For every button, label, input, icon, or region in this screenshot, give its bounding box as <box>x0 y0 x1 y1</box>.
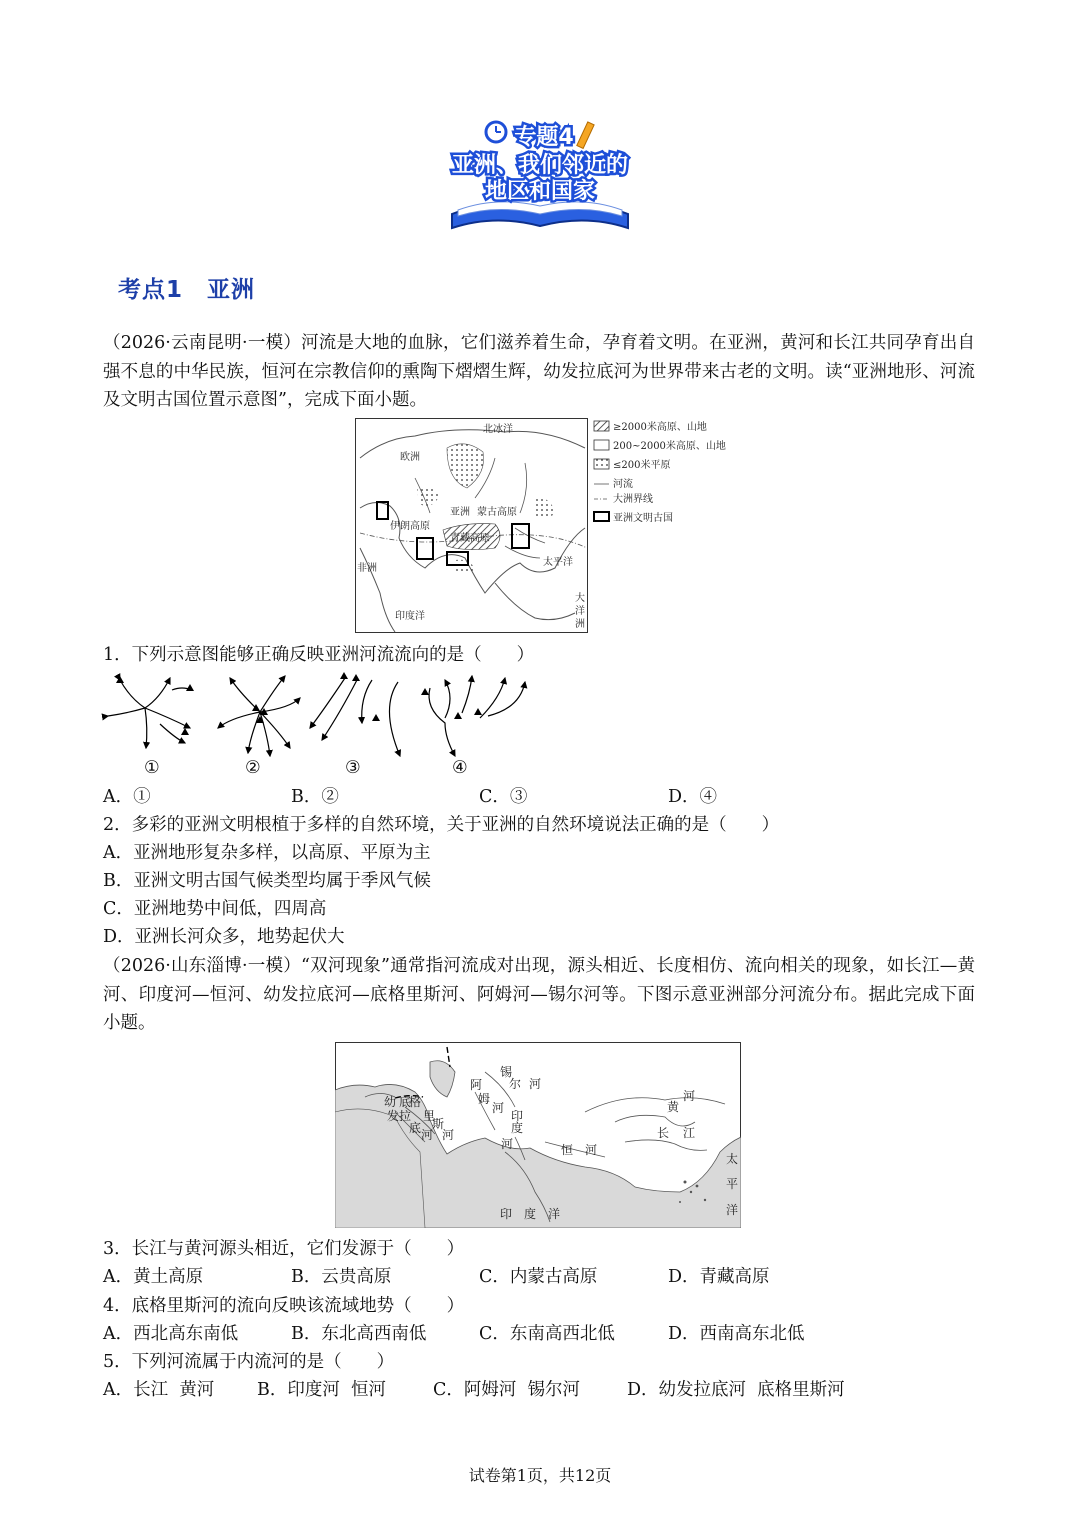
map2-tig-2: 格 <box>409 1095 422 1109</box>
map2-yellow-2: 河 <box>683 1089 696 1103</box>
q1-diagram-label-3: ③ <box>345 758 361 778</box>
q1-option-a[interactable]: A．① <box>103 787 151 807</box>
q4-option-d[interactable]: D．西南高东北低 <box>668 1324 805 1344</box>
legend-high-plateau: ≥2000米高原、山地 <box>613 422 707 433</box>
map1-label-europe: 欧洲 <box>400 452 420 463</box>
map1-label-oceania-1: 大 <box>575 593 585 604</box>
diagram-2 <box>218 676 300 756</box>
q3-option-a[interactable]: A．黄土高原 <box>103 1267 204 1287</box>
map2-indus-3: 河 <box>501 1137 514 1151</box>
map1-label-indian: 印度洋 <box>395 611 425 622</box>
map2-tig-5: 河 <box>442 1128 455 1142</box>
map2-amu-1: 阿 <box>470 1078 483 1092</box>
map2-euph-2: 发 <box>387 1109 400 1123</box>
asia-terrain-map <box>355 418 730 634</box>
map1-legend <box>594 420 726 524</box>
map2-euph-1: 幼 <box>384 1095 397 1109</box>
q3-option-b[interactable]: B．云贵高原 <box>291 1267 392 1287</box>
q2-option-c[interactable]: C．亚洲地势中间低，四周高 <box>103 899 327 919</box>
map2-ganges: 恒 河 <box>561 1143 598 1157</box>
intro-paragraph-1: （2026·云南昆明·一模）河流是大地的血脉，它们滋养着生命，孕育着文明。在亚洲，黄河和长江共同孕育出自强不息的中华民族，恒河在宗教信仰的熏陶下熠熠生辉，幼发拉底河为世界带来古老的文明。读“亚洲地形、河流及文明古国位置示意图”，完成下面小题。 <box>103 333 975 410</box>
q2-stem: 2．多彩的亚洲文明根植于多样的自然环境，关于亚洲的自然环境说法正确的是（ ） <box>103 815 780 835</box>
q5-option-a[interactable]: A．长江 黄河 <box>103 1380 215 1400</box>
q1-diagram-label-2: ② <box>245 758 261 778</box>
banner-line3: 地区和国家 <box>484 179 596 204</box>
map1-label-mongolia: 蒙古高原 <box>477 507 517 518</box>
map2-euph-5: 河 <box>421 1128 434 1142</box>
map2-tig-3: 里 <box>423 1109 436 1123</box>
diagram-3 <box>310 678 400 756</box>
map1-label-tibet: 青藏高原 <box>450 533 490 544</box>
legend-continent-line: 大洲界线 <box>613 494 653 505</box>
q5-stem: 5．下列河流属于内流河的是（ ） <box>103 1352 395 1372</box>
q1-option-d[interactable]: D．④ <box>668 787 718 807</box>
intro-paragraph-2: （2026·山东淄博·一模）“双河现象”通常指河流成对出现，源头相近、长度相仿、流向相关的现象，如长江—黄河、印度河—恒河、幼发拉底河—底格里斯河、阿姆河—锡尔河等。下图示意亚洲部分河流分布。据此完成下面小题。 <box>103 956 975 1033</box>
legend-plain: ≤200米平原 <box>613 460 671 471</box>
map2-yangtze-2: 江 <box>683 1126 696 1140</box>
map2-pacific-3: 洋 <box>726 1203 739 1217</box>
map2-pacific-2: 平 <box>726 1177 739 1191</box>
q1-stem: 1．下列示意图能够正确反映亚洲河流流向的是（ ） <box>103 645 535 665</box>
q5-option-d[interactable]: D．幼发拉底河 底格里斯河 <box>627 1380 845 1400</box>
q1-diagram-label-1: ① <box>144 758 160 778</box>
diagram-4 <box>429 676 525 756</box>
map2-euph-3: 拉 <box>399 1109 412 1123</box>
q1-option-c[interactable]: C．③ <box>479 787 528 807</box>
q1-diagram-label-4: ④ <box>452 758 468 778</box>
q2-option-a[interactable]: A．亚洲地形复杂多样，以高原、平原为主 <box>103 843 431 863</box>
map1-label-pacific: 太平洋 <box>543 557 573 568</box>
map2-yangtze-1: 长 <box>657 1126 670 1140</box>
map2-syr-2: 尔 <box>509 1077 522 1091</box>
legend-civilization: 亚洲文明古国 <box>613 513 673 524</box>
q2-option-d[interactable]: D．亚洲长河众多，地势起伏大 <box>103 927 345 947</box>
q5-option-c[interactable]: C．阿姆河 锡尔河 <box>433 1380 581 1400</box>
map2-tig-4: 斯 <box>432 1117 445 1131</box>
q5-option-b[interactable]: B．印度河 恒河 <box>257 1380 386 1400</box>
legend-river: 河流 <box>613 479 633 490</box>
q3-stem: 3．长江与黄河源头相近，它们发源于（ ） <box>103 1239 465 1259</box>
map2-amu-3: 河 <box>492 1101 505 1115</box>
map1-label-arctic: 北冰洋 <box>483 424 513 435</box>
map2-yellow-1: 黄 <box>667 1100 680 1114</box>
asia-rivers-map <box>335 1042 741 1228</box>
map2-tig-1: 底 <box>399 1095 412 1109</box>
map1-label-iran: 伊朗高原 <box>390 521 430 532</box>
map2-amu-2: 姆 <box>478 1092 491 1106</box>
q3-option-c[interactable]: C．内蒙古高原 <box>479 1267 598 1287</box>
diagram-1 <box>108 678 192 748</box>
q1-diagrams <box>100 668 540 778</box>
q4-option-c[interactable]: C．东南高西北低 <box>479 1324 615 1344</box>
map1-label-oceania-3: 洲 <box>575 619 585 630</box>
banner-graphic <box>444 118 636 236</box>
section-title: 考点1 亚洲 <box>118 277 256 303</box>
map2-indian: 印 度 洋 <box>500 1207 561 1221</box>
map1-label-oceania-2: 洋 <box>575 606 585 617</box>
page-footer: 试卷第1页，共12页 <box>468 1466 612 1485</box>
map2-syr-3: 河 <box>529 1077 542 1091</box>
map2-euph-4: 底 <box>409 1121 422 1135</box>
alarm-clock-icon <box>486 122 506 142</box>
banner-line2: 亚洲、我们邻近的 <box>451 153 629 178</box>
q4-stem: 4．底格里斯河的流向反映该流域地势（ ） <box>103 1296 465 1316</box>
q3-option-d[interactable]: D．青藏高原 <box>668 1267 770 1287</box>
q4-option-a[interactable]: A．西北高东南低 <box>103 1324 239 1344</box>
banner-line1: 专题4 <box>514 125 574 150</box>
q1-option-b[interactable]: B．② <box>291 787 339 807</box>
q2-option-b[interactable]: B．亚洲文明古国气候类型均属于季风气候 <box>103 871 431 891</box>
map2-pacific-1: 太 <box>726 1152 739 1166</box>
map1-label-asia: 亚洲 <box>450 507 470 518</box>
pencil-icon <box>577 122 594 149</box>
map1-label-africa: 非洲 <box>357 563 377 574</box>
legend-mid-plateau: 200~2000米高原、山地 <box>613 441 726 452</box>
map2-indus-1: 印 <box>511 1109 524 1123</box>
topic-banner <box>444 118 636 236</box>
q4-option-b[interactable]: B．东北高西南低 <box>291 1324 427 1344</box>
map2-indus-2: 度 <box>511 1121 524 1135</box>
map2-syr-1: 锡 <box>500 1065 513 1079</box>
